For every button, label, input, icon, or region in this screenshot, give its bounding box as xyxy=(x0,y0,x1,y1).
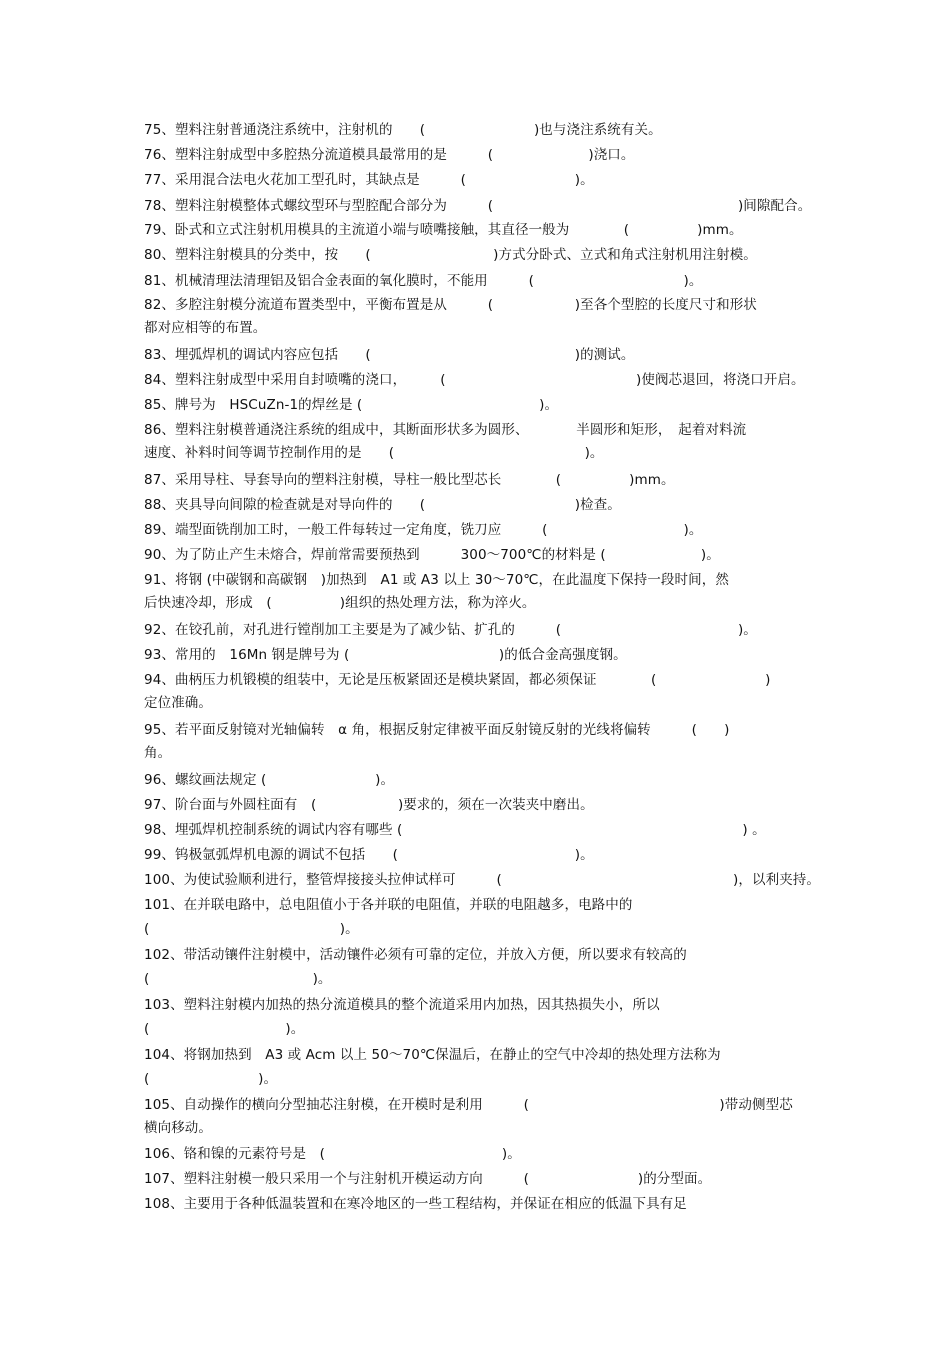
question-79: 79、卧式和立式注射机用模具的主流道小端与喷嘴接触，其直径一般为 ( )mm。 xyxy=(144,222,743,238)
question-97: 97、阶台面与外圆柱面有 ( )要求的，须在一次装夹中磨出。 xyxy=(144,797,594,813)
question-95-cont: 角。 xyxy=(144,745,172,761)
question-82-cont: 都对应相等的布置。 xyxy=(144,320,267,336)
question-105: 105、自动操作的横向分型抽芯注射模，在开模时是利用 ( )带动侧型芯 xyxy=(144,1097,793,1113)
question-86: 86、塑料注射模普通浇注系统的组成中，其断面形状多为圆形、 半圆形和矩形， 起着对料流 xyxy=(144,422,747,438)
question-100: 100、为使试验顺利进行，整管焊接接头拉伸试样可 ( )，以利夹持。 xyxy=(144,872,820,888)
question-104-cont: ( )。 xyxy=(144,1071,278,1087)
question-75: 75、塑料注射普通浇注系统中，注射机的 ( )也与浇注系统有关。 xyxy=(144,122,662,138)
question-99: 99、钨极氩弧焊机电源的调试不包括 ( )。 xyxy=(144,847,594,863)
question-76: 76、塑料注射成型中多腔热分流道模具最常用的是 ( )浇口。 xyxy=(144,147,635,163)
question-91-cont: 后快速冷却，形成 ( )组织的热处理方法，称为淬火。 xyxy=(144,595,536,611)
question-103-cont: ( )。 xyxy=(144,1021,305,1037)
question-98: 98、埋弧焊机控制系统的调试内容有哪些 ( ) 。 xyxy=(144,822,766,838)
question-77: 77、采用混合法电火花加工型孔时，其缺点是 ( )。 xyxy=(144,172,594,188)
question-94-cont: 定位准确。 xyxy=(144,695,212,711)
question-102: 102、带活动镶件注射模中，活动镶件必须有可靠的定位，并放入方便，所以要求有较高的 xyxy=(144,947,687,963)
question-104: 104、将钢加热到 A3 或 Acm 以上 50～70℃保温后，在静止的空气中冷却的热处理方法称为 xyxy=(144,1047,721,1063)
question-83: 83、埋弧焊机的调试内容应包括 ( )的测试。 xyxy=(144,347,635,363)
question-85: 85、牌号为 HSCuZn-1的焊丝是 ( )。 xyxy=(144,397,559,413)
question-108: 108、主要用于各种低温装置和在寒冷地区的一些工程结构，并保证在相应的低温下具有足 xyxy=(144,1196,687,1212)
question-102-cont: ( )。 xyxy=(144,971,332,987)
question-87: 87、采用导柱、导套导向的塑料注射模，导柱一般比型芯长 ( )mm。 xyxy=(144,472,675,488)
question-94: 94、曲柄压力机锻模的组装中，无论是压板紧固还是模块紧固，都必须保证 ( ) xyxy=(144,672,771,688)
question-92: 92、在铰孔前，对孔进行镗削加工主要是为了减少钻、扩孔的 ( )。 xyxy=(144,622,757,638)
question-81: 81、机械清理法清理铝及铝合金表面的氧化膜时，不能用 ( )。 xyxy=(144,273,703,289)
question-91: 91、将钢 (中碳钢和高碳钢 )加热到 A1 或 A3 以上 30～70℃，在此温度下保持一段时间，然 xyxy=(144,572,729,588)
question-106: 106、铬和镍的元素符号是 ( )。 xyxy=(144,1146,521,1162)
question-86-cont: 速度、补料时间等调节控制作用的是 ( )。 xyxy=(144,445,604,461)
question-101: 101、在并联电路中，总电阻值小于各并联的电阻值，并联的电阻越多，电路中的 xyxy=(144,897,633,913)
question-82: 82、多腔注射模分流道布置类型中，平衡布置是从 ( )至各个型腔的长度尺寸和形状 xyxy=(144,297,757,313)
question-84: 84、塑料注射成型中采用自封喷嘴的浇口， ( )使阀芯退回，将浇口开启。 xyxy=(144,372,805,388)
question-96: 96、螺纹画法规定 ( )。 xyxy=(144,772,395,788)
question-93: 93、常用的 16Mn 钢是牌号为 ( )的低合金高强度钢。 xyxy=(144,647,627,663)
question-107: 107、塑料注射模一般只采用一个与注射机开模运动方向 ( )的分型面。 xyxy=(144,1171,712,1187)
question-103: 103、塑料注射模内加热的热分流道模具的整个流道采用内加热，因其热损失小，所以 xyxy=(144,997,660,1013)
question-105-cont: 横向移动。 xyxy=(144,1120,212,1136)
question-89: 89、端型面铣削加工时，一般工件每转过一定角度，铣刀应 ( )。 xyxy=(144,522,703,538)
question-80: 80、塑料注射模具的分类中，按 ( )方式分卧式、立式和角式注射机用注射模。 xyxy=(144,247,757,263)
question-90: 90、为了防止产生未熔合，焊前常需要预热到 300～700℃的材料是 ( )。 xyxy=(144,547,720,563)
question-88: 88、夹具导向间隙的检查就是对导向件的 ( )检查。 xyxy=(144,497,621,513)
question-78: 78、塑料注射模整体式螺纹型环与型腔配合部分为 ( )间隙配合。 xyxy=(144,198,812,214)
question-95: 95、若平面反射镜对光轴偏转 α 角，根据反射定律被平面反射镜反射的光线将偏转 ( ) xyxy=(144,722,730,738)
question-101-cont: ( )。 xyxy=(144,921,359,937)
